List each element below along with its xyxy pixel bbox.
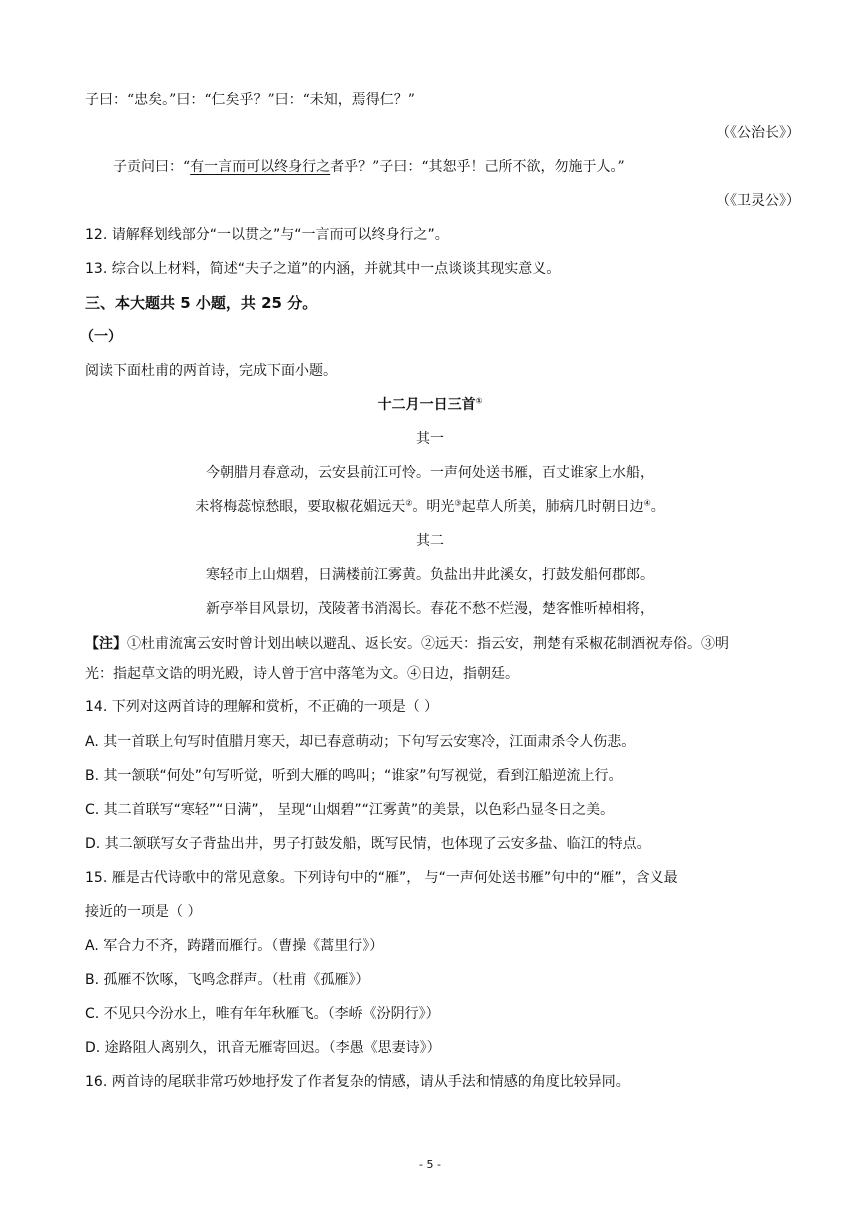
poem-text: 未将梅蕊惊愁眼，要取椒花媚远天 — [195, 499, 406, 515]
poem-part2-line1: 寒轻市上山烟碧，日满楼前江雾黄。负盐出井此溪女，打鼓发船何郡郎。 — [206, 567, 654, 583]
poem-title-note: ① — [475, 396, 483, 406]
poem-text: 。明光 — [412, 499, 455, 515]
poem-part1-line1: 今朝腊月春意动，云安县前江可怜。一声何处送书雁，百丈谁家上水船， — [206, 465, 654, 481]
classic-quote-1: 子曰：“忠矣。”曰：“仁矣乎？”曰：“未知，焉得仁？” — [85, 92, 415, 108]
q15-option-a: A. 军合力不齐，踌躇而雁行。（曹操《蒿里行》） — [85, 938, 384, 954]
poem-part1-label: 其一 — [416, 431, 444, 447]
notes-label: 【注】 — [85, 636, 127, 652]
poem-text: 起草人所美，肺病几时朝日边 — [461, 499, 644, 515]
q15-option-c: C. 不见只今汾水上，唯有年年秋雁飞。（李峤《汾阴行》） — [85, 1006, 440, 1022]
question-12: 12. 请解释划线部分“一以贯之”与“一言而可以终身行之”。 — [85, 227, 449, 243]
q14-option-d: D. 其二颔联写女子背盐出井，男子打鼓发船，既写民情，也体现了云安多盐、临江的特点。 — [85, 836, 651, 852]
footnote-marker: ③ — [454, 498, 462, 508]
poem-title — [0, 395, 860, 415]
q15-option-b: B. 孤雁不饮啄，飞鸣念群声。（杜甫《孤雁》） — [85, 972, 370, 988]
question-13: 13. 综合以上材料，简述“夫子之道”的内涵，并就其中一点谈谈其现实意义。 — [85, 261, 561, 277]
quote-2-underlined: 有一言而可以终身行之 — [190, 159, 331, 175]
poem-part1-line2 — [0, 497, 860, 517]
footnote-marker: ② — [405, 498, 413, 508]
quote-2-pre: 子贡问曰：“ — [113, 159, 191, 175]
q14-option-b: B. 其一颔联“何处”句写听觉，听到大雁的鸣叫；“谁家”句写视觉，看到江船逆流上行。 — [85, 768, 623, 784]
notes-text-1: ①杜甫流寓云安时曾计划出峡以避乱、返长安。②远天：指云安，荆楚有采椒花制酒祝寿俗。③明 — [127, 636, 729, 652]
page-number: - 5 - — [419, 1158, 441, 1171]
classic-source-1: （《公治长》） — [716, 125, 800, 141]
question-16: 16. 两首诗的尾联非常巧妙地抒发了作者复杂的情感，请从手法和情感的角度比较异同。 — [85, 1074, 630, 1090]
footnote-marker: ④ — [643, 498, 651, 508]
poem-title-text: 十二月一日三首 — [377, 397, 476, 413]
quote-2-post: 者乎？”子曰：“其恕乎！己所不欲，勿施于人。” — [330, 159, 625, 175]
notes-line-1 — [85, 634, 729, 654]
classic-quote-2 — [113, 157, 625, 177]
poem-part2-label: 其二 — [416, 533, 444, 549]
section-heading: 三、本大题共 5 小题，共 25 分。 — [85, 294, 318, 312]
q14-option-c: C. 其二首联写“寒轻”“日满”， 呈现“山烟碧”“江雾黄”的美景，以色彩凸显冬日之美。 — [85, 802, 615, 818]
question-15-line-1: 15. 雁是古代诗歌中的常见意象。下列诗句中的“雁”， 与“一声何处送书雁”句中的“雁”，含义最 — [85, 870, 678, 886]
classic-source-2: （《卫灵公》） — [716, 193, 800, 209]
sub-heading: （一） — [80, 329, 122, 345]
poem-part2-line2: 新亭举目风景切，茂陵著书消渴长。春花不愁不烂漫，楚客惟听棹相将， — [206, 601, 654, 617]
poem-text: 。 — [650, 499, 665, 515]
q15-option-d: D. 途路阻人离别久，讯音无雁寄回迟。（李愚《思妻诗》） — [85, 1040, 441, 1056]
q14-option-a: A. 其一首联上句写时值腊月寒天，却已春意萌动；下句写云安寒冷，江面肃杀令人伤悲。 — [85, 734, 636, 750]
notes-line-2: 光：指起草文诰的明光殿，诗人曾于宫中落笔为文。④日边，指朝廷。 — [85, 666, 519, 682]
reading-instructions: 阅读下面杜甫的两首诗，完成下面小题。 — [85, 363, 337, 379]
question-14: 14. 下列对这两首诗的理解和赏析，不正确的一项是（ ） — [85, 699, 439, 715]
question-15-line-2: 接近的一项是（ ） — [85, 904, 202, 920]
